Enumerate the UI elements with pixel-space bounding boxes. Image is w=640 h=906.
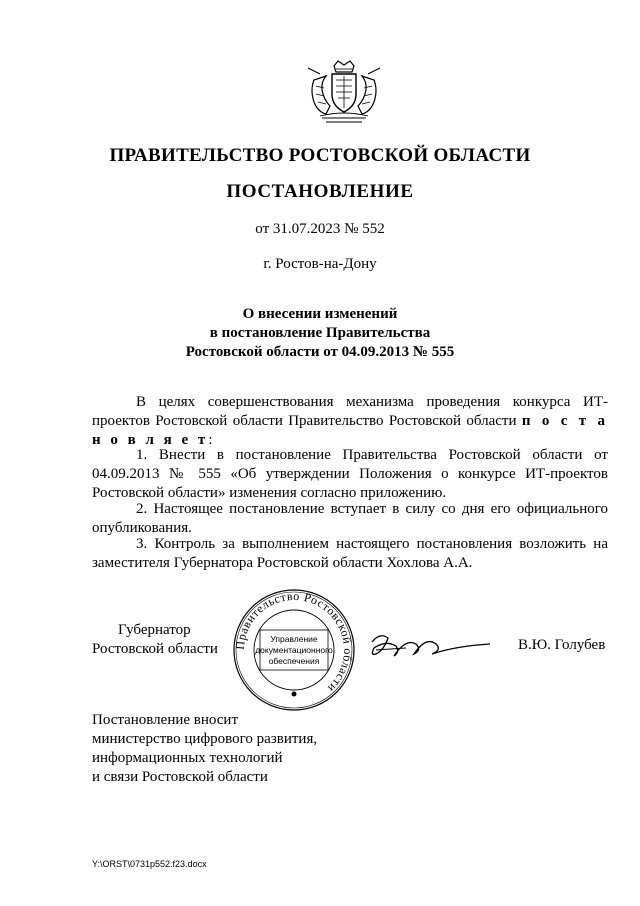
item-2-paragraph: 2. Настоящее постановление вступает в силу со дня его официального опубликования.	[92, 501, 608, 536]
signatory-position	[92, 621, 218, 659]
document-date-number: от 31.07.2023 № 552	[255, 221, 385, 237]
document-subject	[0, 305, 640, 362]
subject-line: Ростовской области от 04.09.2013 № 555	[185, 344, 455, 360]
position-line: Губернатор	[118, 622, 191, 638]
stamp-inner-text: документационного	[255, 645, 333, 655]
resolves-colon: :	[208, 432, 213, 448]
submitter-block	[92, 711, 317, 787]
signatory-name: В.Ю. Голубев	[518, 637, 606, 653]
preamble-text: В целях совершенствования механизма проведения конкурса ИТ-проектов Ростовской области Правительство Ростовской области	[92, 394, 608, 429]
stamp-inner-text: Управление	[270, 634, 318, 644]
submitter-line: Постановление вносит	[92, 712, 239, 728]
submitter-line: информационных технологий	[92, 750, 283, 766]
resolves-word: п о с т а н о в л я е т	[92, 413, 609, 448]
submitter-line: министерство цифрового развития,	[92, 731, 318, 747]
document-city: г. Ростов-на-Дону	[263, 256, 377, 272]
official-stamp	[232, 588, 356, 712]
file-path-footer: Y:\ORST\0731p552.f23.docx	[92, 859, 207, 869]
handwritten-signature	[366, 628, 496, 664]
position-line: Ростовской области	[92, 641, 218, 657]
stamp-inner-text: обеспечения	[268, 656, 320, 666]
item-3-paragraph: 3. Контроль за выполнением настоящего постановления возложить на заместителя Губернатора Ростовской области Хохлова А.А.	[92, 536, 608, 571]
subject-line: О внесении изменений	[242, 306, 398, 322]
coat-of-arms-icon	[300, 60, 388, 126]
government-title: ПРАВИТЕЛЬСТВО РОСТОВСКОЙ ОБЛАСТИ	[109, 145, 531, 166]
stamp-ring-text: Правительство Ростовской области	[232, 588, 356, 696]
submitter-line: и связи Ростовской области	[92, 769, 268, 785]
preamble-paragraph	[92, 393, 608, 450]
subject-line: в постановление Правительства	[209, 325, 431, 341]
item-1-paragraph: 1. Внести в постановление Правительства Ростовской области от 04.09.2013 № 555 «Об утверждении Положения о конкурсе ИТ-проектов Ростовской области» изменения согласно приложению.	[92, 447, 608, 501]
document-type: ПОСТАНОВЛЕНИЕ	[226, 181, 414, 202]
